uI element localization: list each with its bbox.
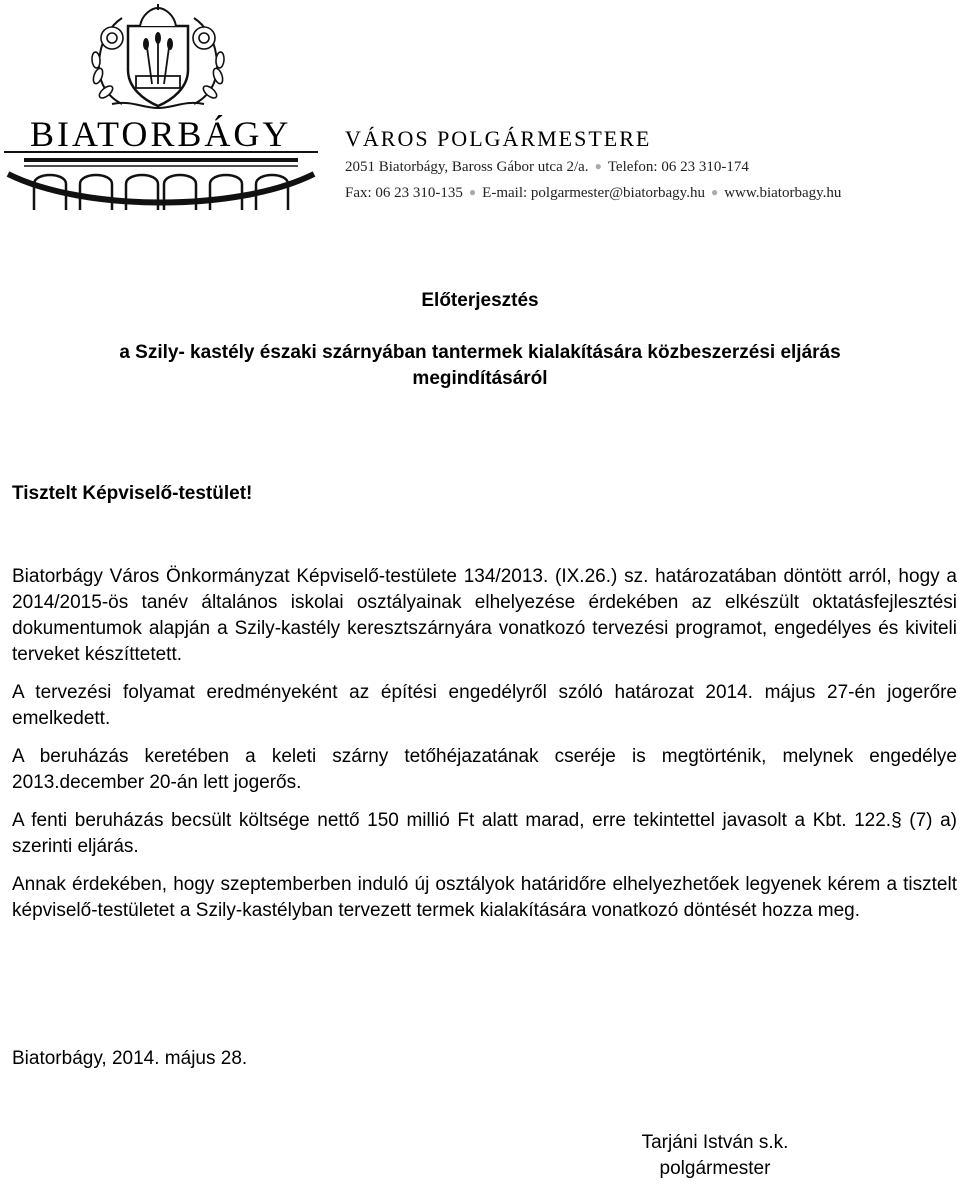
website-link[interactable]: www.biatorbagy.hu [724, 185, 842, 201]
signer-name: Tarjáni István s.k. [641, 1132, 789, 1153]
body-text [12, 564, 957, 924]
subtitle-line: a Szily- kastély északi szárnyában tantermek kialakítására közbeszerzési eljárás [119, 342, 841, 363]
bullet-separator-icon: ● [468, 185, 477, 199]
city-logo-text: BIATORBÁGY [30, 114, 292, 154]
letterhead [0, 0, 960, 215]
email-link[interactable]: E-mail: polgarmester@biatorbagy.hu [482, 185, 705, 201]
document-subtitle [0, 340, 960, 392]
address-text: 2051 Biatorbágy, Baross Gábor utca 2/a. [345, 159, 589, 175]
subtitle-line: megindításáról [412, 368, 548, 389]
phone-text: Telefon: 06 23 310-174 [607, 159, 749, 175]
signer-title: polgármester [659, 1158, 771, 1179]
salutation: Tisztelt Képviselő-testület! [12, 483, 253, 504]
paragraph: Annak érdekében, hogy szeptemberben induló új osztályok határidőre elhelyezhetőek legyenek kérem a tisztelt képviselő-testületet a Szily-kastélyban tervezett termek kialakítására vonatkozó döntését hozza meg. [12, 874, 957, 921]
address-line [345, 157, 749, 176]
fax-text: Fax: 06 23 310-135 [345, 185, 463, 201]
bullet-separator-icon: ● [710, 185, 719, 199]
bullet-separator-icon: ● [594, 159, 602, 173]
contact-line [345, 183, 841, 202]
paragraph: A fenti beruházás becsült költsége nettő 150 millió Ft alatt marad, erre tekintettel javasolt a Kbt. 122.§ (7) a) szerinti eljárás. [12, 810, 957, 857]
signature-block [600, 1130, 830, 1182]
viaduct-icon [4, 150, 318, 214]
paragraph: A beruházás keretében a keleti szárny tetőhéjazatának cseréje is megtörténik, melynek engedélye 2013.december 20-án lett jogerős. [12, 746, 957, 793]
paragraph: Biatorbágy Város Önkormányzat Képviselő-testülete 134/2013. (IX.26.) sz. határozatában döntött arról, hogy a 2014/2015-ös tanév általános iskolai osztályainak elhelyezése érdekében az elkészült oktatásfejlesztési dokumentumok alapján a Szily-kastély keresztszárnyára vonatkozó tervezési programot, engedélyes és kiviteli terveket készíttetett. [12, 566, 957, 665]
paragraph: A tervezési folyamat eredményeként az építési engedélyről szóló határozat 2014. május 27-én jogerőre emelkedett. [12, 682, 957, 729]
document-title: Előterjesztés [421, 290, 539, 311]
office-title: VÁROS POLGÁRMESTERE [345, 126, 652, 151]
date-line: Biatorbágy, 2014. május 28. [12, 1048, 248, 1069]
coat-of-arms-icon [82, 4, 234, 112]
